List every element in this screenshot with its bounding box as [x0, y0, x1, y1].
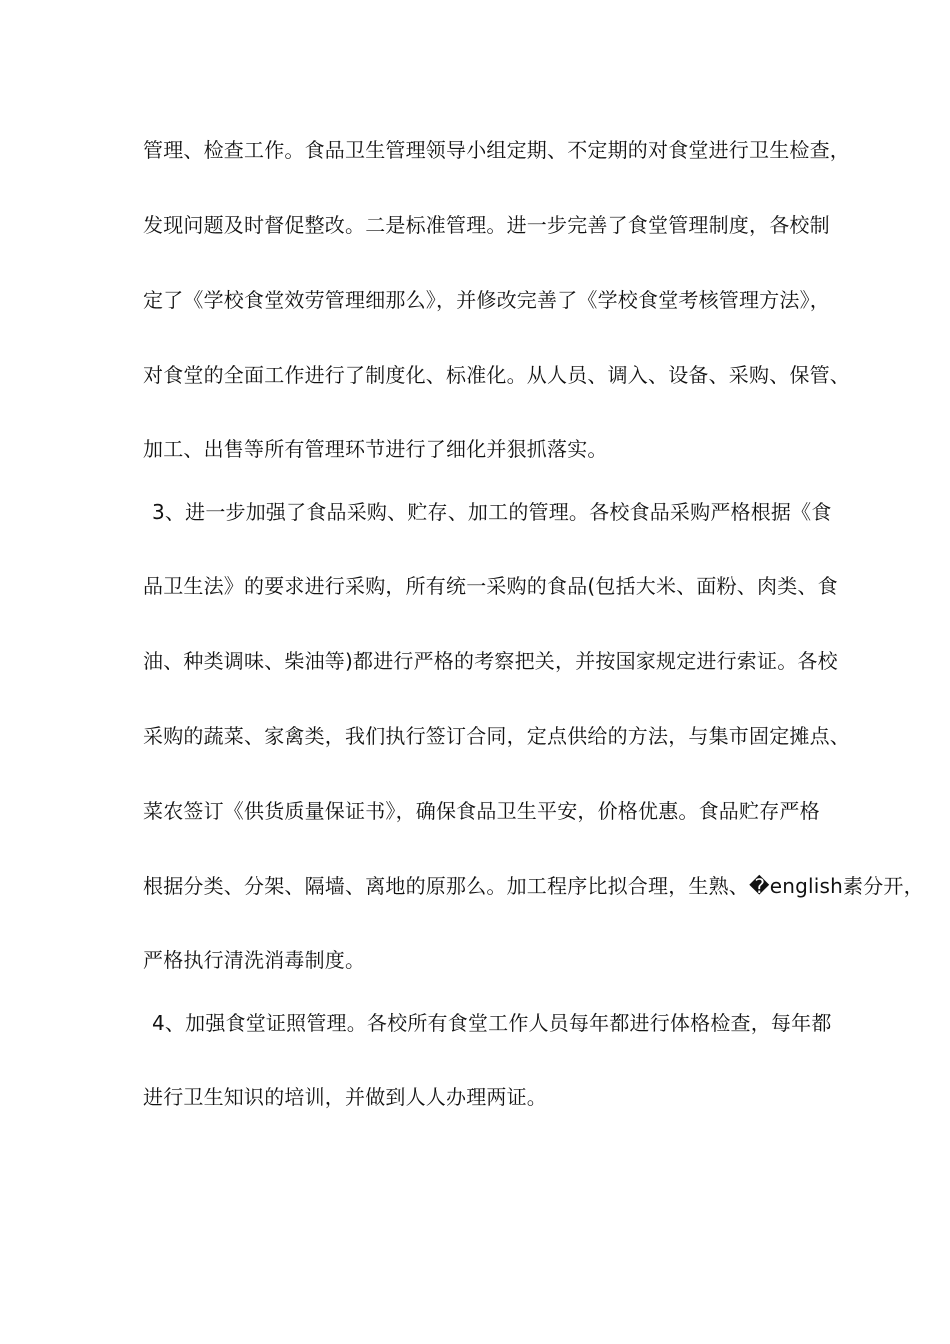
text-line: 品卫生法》的要求进行采购，所有统一采购的食品(包括大米、面粉、肉类、食	[143, 574, 838, 598]
text-line: 采购的蔬菜、家禽类，我们执行签订合同，定点供给的方法，与集市固定摊点、	[143, 724, 850, 748]
text-line: 进行卫生知识的培训，并做到人人办理两证。	[143, 1085, 547, 1109]
text-line: 定了《学校食堂效劳管理细那么》，并修改完善了《学校食堂考核管理方法》，	[143, 288, 830, 312]
text-line: 对食堂的全面工作进行了制度化、标准化。从人员、调入、设备、采购、保管、	[143, 363, 850, 387]
text-line: 管理、检查工作。食品卫生管理领导小组定期、不定期的对食堂进行卫生检查，	[143, 138, 850, 162]
text-line: 3、进一步加强了食品采购、贮存、加工的管理。各校食品采购严格根据《食	[152, 500, 832, 524]
text-line: 严格执行清洗消毒制度。	[143, 948, 366, 972]
text-line: 根据分类、分架、隔墙、离地的原那么。加工程序比拟合理，生熟、�english素分开，	[143, 874, 924, 898]
text-line: 4、加强食堂证照管理。各校所有食堂工作人员每年都进行体格检查，每年都	[152, 1011, 832, 1035]
text-line: 发现问题及时督促整改。二是标准管理。进一步完善了食堂管理制度，各校制	[143, 213, 830, 237]
text-line: 加工、出售等所有管理环节进行了细化并狠抓落实。	[143, 437, 608, 461]
text-line: 油、种类调味、柴油等)都进行严格的考察把关，并按国家规定进行索证。各校	[143, 649, 838, 673]
text-line: 菜农签订《供货质量保证书》，确保食品卫生平安，价格优惠。食品贮存严格	[143, 799, 820, 823]
